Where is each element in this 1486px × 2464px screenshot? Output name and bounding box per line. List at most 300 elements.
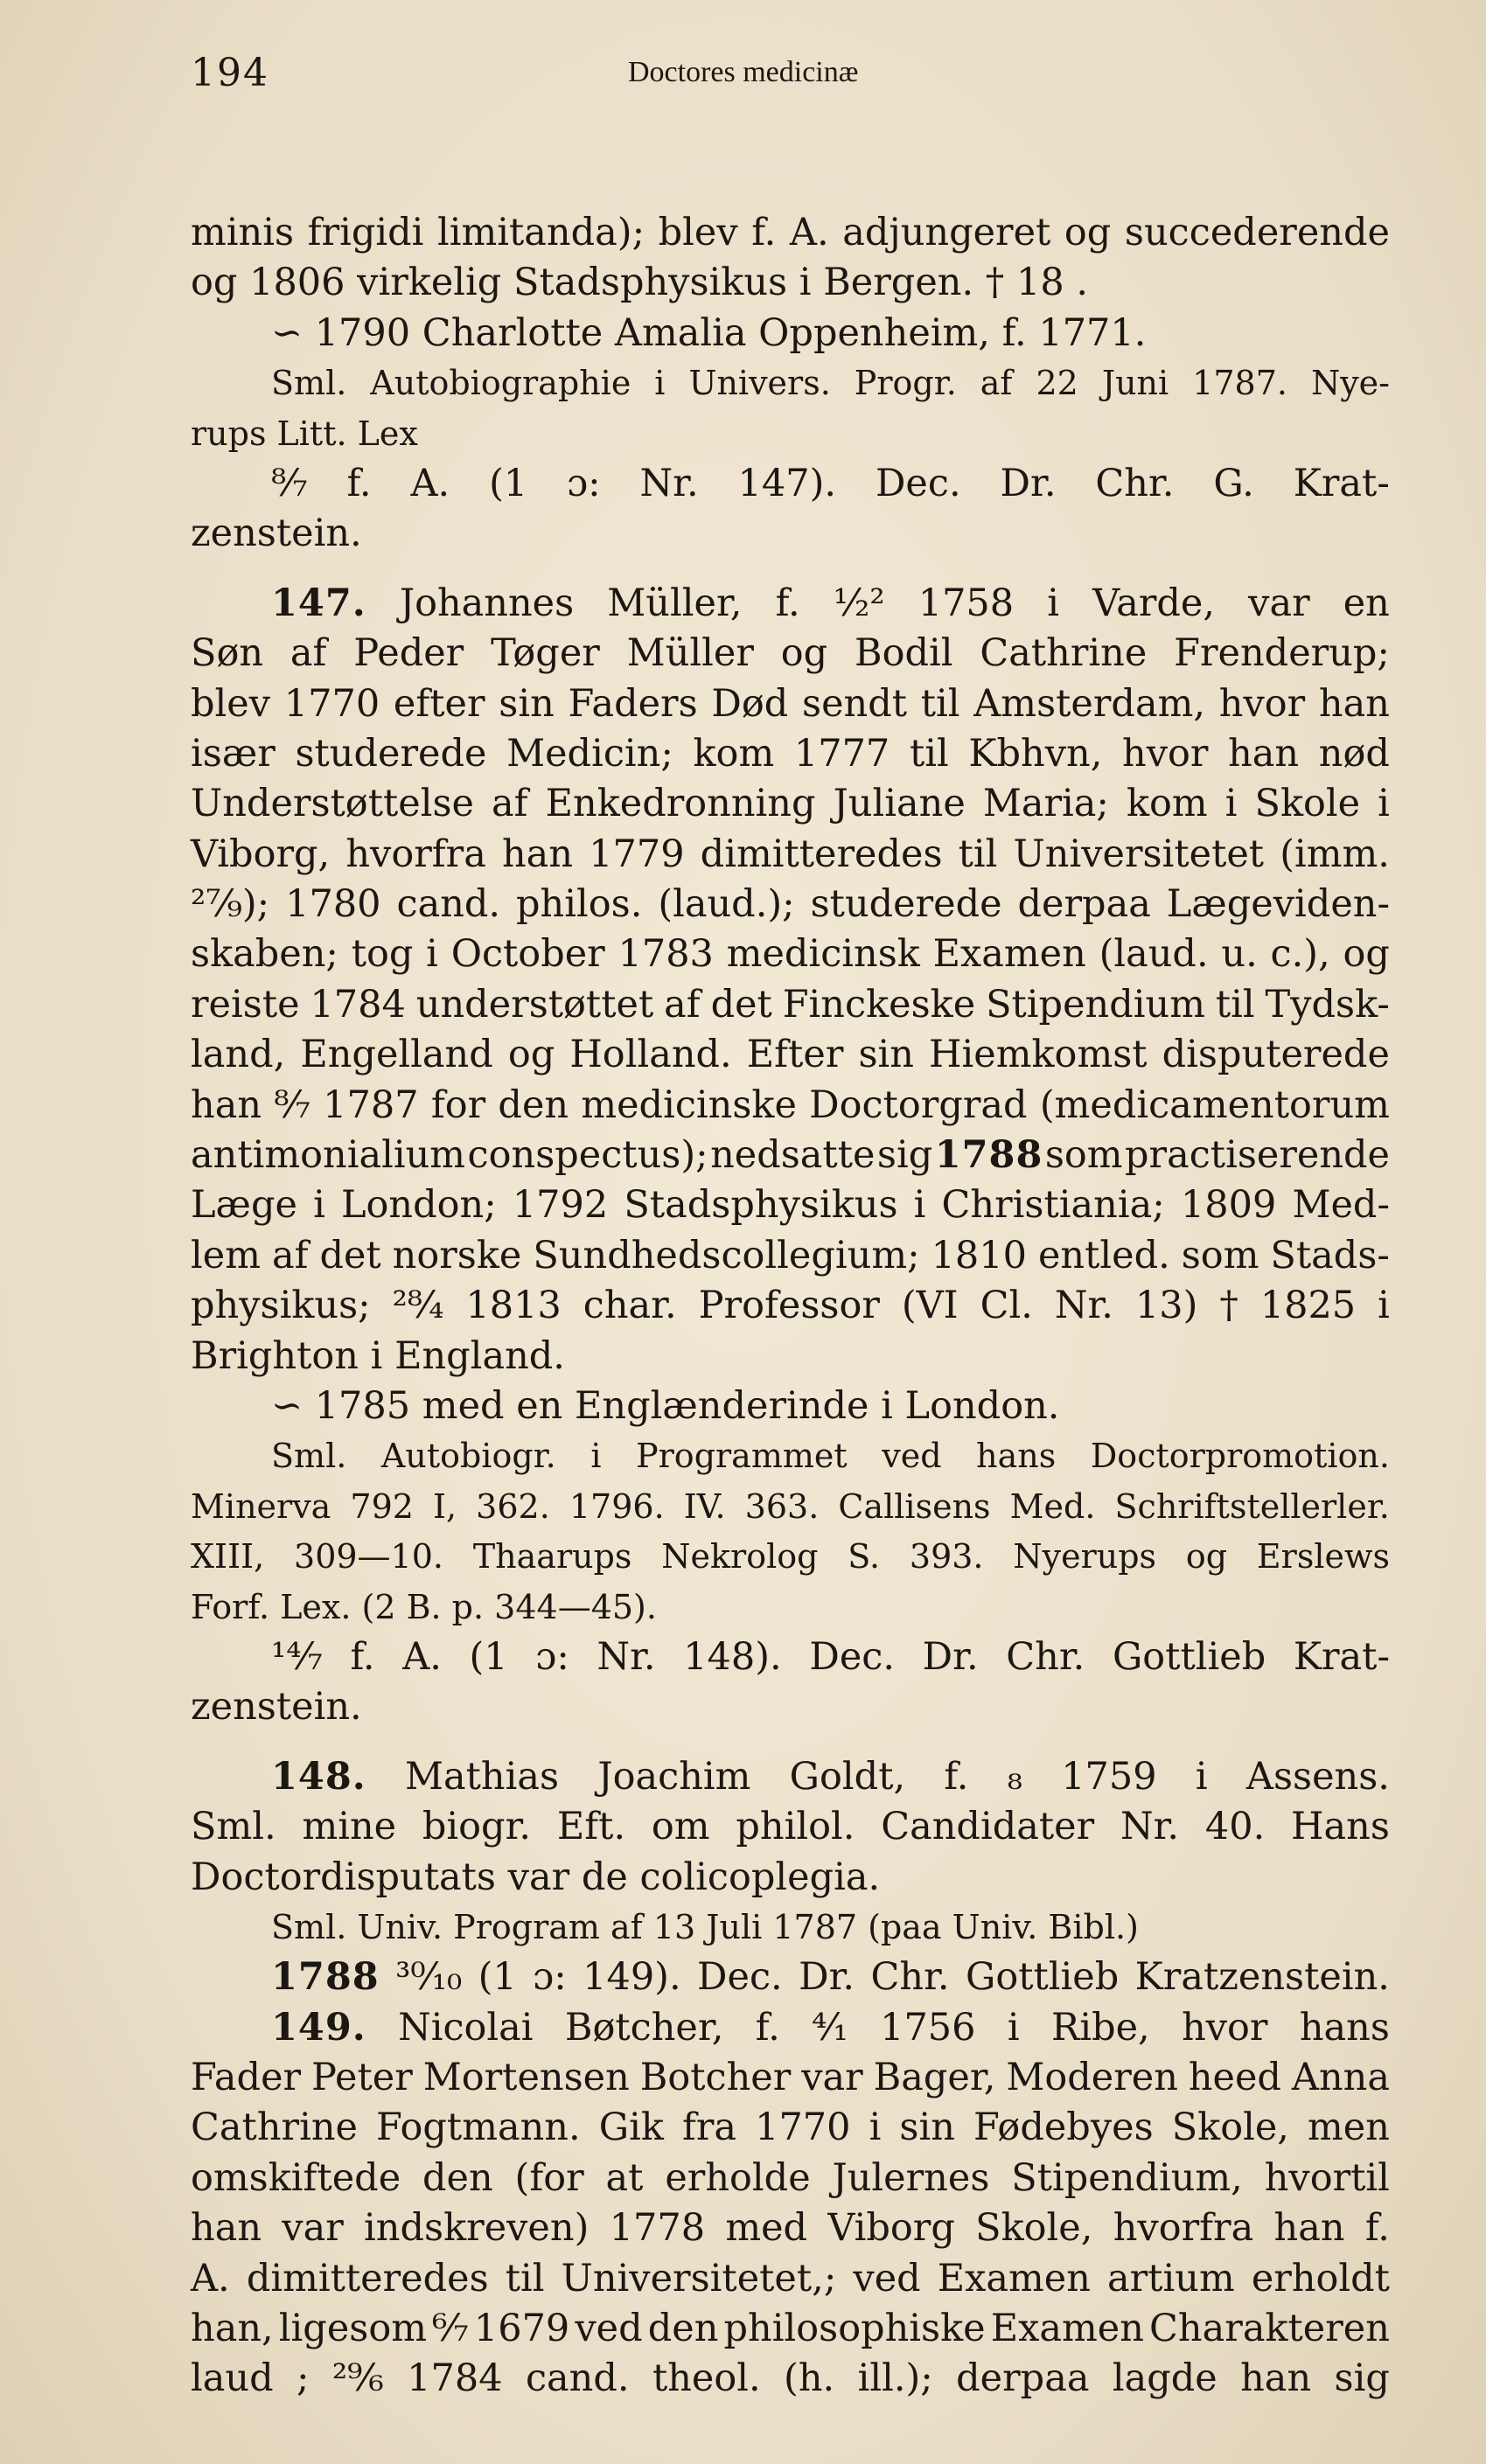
- word: Frenderup;: [1174, 631, 1390, 676]
- word: Examen: [932, 932, 1086, 977]
- text-line: Forf. Lex. (2 B. p. 344—45).: [191, 1587, 657, 1626]
- word: erholde: [665, 2155, 811, 2200]
- word: Chr.: [870, 1955, 950, 2000]
- word: Cathrine: [191, 2106, 358, 2150]
- word: Schriftstellerler.: [1114, 1486, 1390, 1526]
- word: men: [1308, 2106, 1390, 2150]
- word: Chr.: [1006, 1634, 1085, 1679]
- word: Skole,: [975, 2206, 1093, 2251]
- word: dimitteredes: [246, 2256, 489, 2300]
- word: Univers.: [688, 364, 831, 403]
- text-line: [191, 2304, 1390, 2354]
- word: Lægeviden-: [1166, 882, 1390, 927]
- word: Johannes: [399, 581, 575, 625]
- word: i: [313, 1183, 325, 1228]
- word: ved: [575, 2307, 643, 2351]
- word: 1813: [465, 1284, 562, 1328]
- word: ₈: [1007, 1754, 1022, 1799]
- text-line: [191, 2103, 1390, 2153]
- word: Joachim: [597, 1754, 751, 1799]
- word: Bodil: [854, 631, 953, 676]
- word: frigidi: [307, 211, 424, 254]
- word: i: [654, 364, 666, 403]
- text-line: Sml. Univ. Program af 13 Juli 1787 (paa Univ. Bibl.): [271, 1907, 1139, 1946]
- word: til: [920, 681, 960, 726]
- text-line: Doctordisputats var de colicoplegia.: [191, 1855, 881, 1899]
- word: 149.: [271, 2005, 366, 2050]
- word: Engelland: [300, 1033, 493, 1077]
- word: Skole,: [1171, 2106, 1289, 2150]
- text-line: [191, 2053, 1390, 2103]
- word: 1777: [793, 731, 890, 776]
- word: i: [426, 932, 438, 977]
- word: disputerede: [1162, 1033, 1390, 1077]
- word: f.: [346, 461, 372, 505]
- word: Kbhvn,: [968, 731, 1103, 776]
- word: char.: [583, 1284, 677, 1328]
- word: Tøger: [491, 631, 600, 676]
- word: lagde: [1112, 2356, 1217, 2401]
- word: medicinsk: [726, 932, 920, 977]
- word: derpaa: [1017, 882, 1151, 927]
- word: omskiftede: [191, 2155, 401, 2200]
- word: Nr.: [596, 1634, 656, 1679]
- word: det: [710, 982, 772, 1027]
- word: Nr.: [639, 461, 699, 505]
- word: Doctorgrad: [809, 1082, 1028, 1127]
- word: 1792: [512, 1183, 609, 1228]
- word: Fader: [191, 2056, 302, 2100]
- text-line: [191, 1482, 1390, 1532]
- word: Medicin;: [506, 731, 673, 776]
- word: ⁸⁄₇: [271, 461, 308, 505]
- word: 1788: [271, 1955, 380, 2000]
- text-line: [191, 1431, 1390, 1481]
- word: Tydsk-: [1265, 982, 1390, 1027]
- word: philosophiske: [723, 2307, 986, 2351]
- word: Gik: [598, 2106, 664, 2150]
- word: 1779: [589, 832, 685, 876]
- word: f.: [775, 581, 800, 625]
- word: 1770: [755, 2106, 851, 2150]
- text-line: [191, 880, 1390, 929]
- word: (laud.);: [658, 882, 795, 927]
- word: Nye-: [1310, 364, 1390, 403]
- word: XIII,: [191, 1537, 265, 1577]
- word: Varde,: [1092, 581, 1216, 625]
- word: antimonialium: [191, 1133, 466, 1178]
- word: (for: [514, 2155, 584, 2200]
- text-line: Brighton i England.: [191, 1333, 565, 1378]
- word: philol.: [736, 1805, 855, 1849]
- word: Ribe,: [1050, 2005, 1150, 2050]
- word: f.: [755, 2005, 780, 2050]
- word: ⁴⁄₁: [812, 2005, 848, 2050]
- word: Nyerups: [1013, 1537, 1157, 1577]
- word: f.: [1364, 2206, 1390, 2251]
- text-line: og 1806 virkelig Stadsphysikus i Bergen. † 18 .: [191, 261, 1089, 305]
- body-text: [191, 208, 1390, 2405]
- word: London;: [340, 1183, 497, 1228]
- word: Minerva: [191, 1486, 331, 1526]
- word: ɔ:: [567, 461, 601, 505]
- word: Enkedronning: [545, 782, 816, 826]
- word: 1825: [1259, 1284, 1357, 1328]
- word: Chr.: [1095, 461, 1175, 505]
- word: og: [780, 631, 828, 676]
- word: sig: [876, 1133, 933, 1178]
- word: understøttet: [415, 982, 654, 1027]
- word: i: [1378, 782, 1390, 826]
- word: ligesom: [278, 2307, 428, 2351]
- word: 309—10.: [294, 1537, 443, 1577]
- word: ¹⁄₂²: [833, 581, 885, 625]
- word: Goldt,: [789, 1754, 906, 1799]
- word: Viborg: [827, 2206, 955, 2251]
- word: Stadsphysikus: [624, 1183, 898, 1228]
- word: i: [590, 1437, 602, 1476]
- word: hvorfra: [1113, 2206, 1254, 2251]
- word: (h.: [784, 2356, 835, 2401]
- word: nedsatte: [710, 1133, 876, 1178]
- word: Stipendium: [986, 982, 1205, 1027]
- text-line: [191, 579, 1390, 629]
- word: 1778: [609, 2206, 706, 2251]
- word: Dec.: [697, 1955, 783, 2000]
- word: og: [1185, 1537, 1228, 1577]
- word: for: [430, 1082, 486, 1127]
- word: Nekrolog: [661, 1537, 819, 1577]
- word: entled.: [1037, 1233, 1170, 1277]
- word: han: [1240, 2356, 1312, 2401]
- word: lem: [191, 1233, 261, 1277]
- word: var: [801, 2056, 863, 2100]
- word: af: [290, 631, 327, 676]
- word: Cl.: [980, 1284, 1033, 1328]
- word: især: [191, 731, 276, 776]
- word: biogr.: [422, 1805, 532, 1849]
- word: derpaa: [956, 2356, 1090, 2401]
- word: en: [1343, 581, 1390, 625]
- word: Læge: [191, 1183, 297, 1228]
- text-line: [191, 208, 1390, 258]
- text-line: [191, 679, 1390, 729]
- word: Bøtcher,: [564, 2005, 724, 2050]
- word: han: [1318, 681, 1390, 726]
- word: Candidater: [881, 1805, 1095, 1849]
- word: A.: [402, 1634, 442, 1679]
- word: og: [1064, 211, 1112, 254]
- text-line: [191, 2254, 1390, 2304]
- word: ⁸⁄₇: [274, 1082, 310, 1127]
- word: hvortil: [1264, 2155, 1390, 2200]
- word: Efter: [746, 1033, 844, 1077]
- word: (VI: [901, 1284, 959, 1328]
- word: I,: [433, 1486, 457, 1526]
- word: Botcher: [639, 2056, 792, 2100]
- word: A.: [789, 211, 829, 254]
- word: i: [1378, 1284, 1390, 1328]
- word: Krat-: [1293, 1634, 1390, 1679]
- word: Mathias: [404, 1754, 560, 1799]
- word: 1780: [285, 882, 381, 927]
- text-line: [191, 1532, 1390, 1582]
- word: Dr.: [922, 1634, 979, 1679]
- word: Gottlieb: [965, 1955, 1120, 2000]
- word: S.: [848, 1537, 881, 1577]
- word: October: [450, 932, 605, 977]
- text-line: [191, 1752, 1390, 1802]
- word: af: [271, 1233, 309, 1277]
- word: studerede: [810, 882, 1002, 927]
- word: Stipendium,: [1011, 2155, 1243, 2200]
- word: i: [1195, 1754, 1208, 1799]
- word: kom: [693, 731, 775, 776]
- word: og: [507, 1033, 555, 1077]
- word: Bager,: [873, 2056, 996, 2100]
- word: det: [319, 1233, 381, 1277]
- word: f.: [751, 211, 777, 254]
- word: ɔ:: [535, 1634, 569, 1679]
- word: at: [605, 2155, 644, 2200]
- word: 1810: [931, 1233, 1027, 1277]
- word: ¹⁴⁄₇: [271, 1634, 323, 1679]
- word: Dr.: [1000, 461, 1057, 505]
- text-line: [191, 1632, 1390, 1682]
- word: med: [725, 2206, 808, 2251]
- word: (imm.: [1280, 832, 1390, 876]
- word: 149).: [583, 1955, 681, 2000]
- word: Dec.: [809, 1634, 896, 1679]
- word: han: [501, 832, 574, 876]
- word: Kratzenstein.: [1134, 1955, 1390, 2000]
- word: physikus;: [191, 1284, 371, 1328]
- word: Juliane: [833, 782, 966, 826]
- word: Peter: [311, 2056, 413, 2100]
- word: 792: [350, 1486, 414, 1526]
- word: cand.: [525, 2356, 630, 2401]
- word: til: [505, 2256, 545, 2300]
- text-line: [191, 2003, 1390, 2053]
- word: norske: [392, 1233, 522, 1277]
- word: Eft.: [556, 1805, 626, 1849]
- word: studerede: [295, 731, 487, 776]
- word: ²⁸⁄₄: [392, 1284, 444, 1328]
- word: til: [958, 832, 998, 876]
- running-head: Doctores medicinæ: [628, 56, 859, 88]
- word: fra: [681, 2106, 737, 2150]
- text-line: ∽ 1785 med en Englænderinde i London.: [271, 1383, 1060, 1428]
- word: 13): [1134, 1284, 1198, 1328]
- text-line: [191, 929, 1390, 979]
- word: Viborg,: [191, 832, 331, 876]
- word: om: [651, 1805, 710, 1849]
- word: (laud.: [1099, 932, 1209, 977]
- word: Autobiogr.: [380, 1437, 556, 1476]
- text-line: [191, 1281, 1390, 1331]
- word: Nr.: [1120, 1805, 1180, 1849]
- word: Moderen: [1006, 2056, 1178, 2100]
- text-line: [191, 1802, 1390, 1852]
- word: Sml.: [271, 364, 347, 403]
- word: (1: [478, 1955, 517, 2000]
- page-header: [191, 51, 1390, 114]
- word: ³⁰⁄₁₀: [395, 1955, 463, 2000]
- word: 1784: [310, 982, 406, 1027]
- word: Thaarups: [472, 1537, 632, 1577]
- word: 1756: [880, 2005, 976, 2050]
- word: u.: [1221, 932, 1258, 977]
- word: (1: [469, 1634, 508, 1679]
- word: 1787.: [1192, 364, 1287, 403]
- word: hvorfra: [345, 832, 486, 876]
- text-line: rups Litt. Lex: [191, 414, 418, 453]
- word: ɔ:: [533, 1955, 567, 2000]
- text-line: [191, 1180, 1390, 1230]
- word: af: [492, 782, 528, 826]
- word: Müller,: [607, 581, 743, 625]
- word: Understøttelse: [191, 782, 474, 826]
- word: ;: [296, 2356, 310, 2401]
- word: sendt: [802, 681, 908, 726]
- word: ill.);: [857, 2356, 933, 2401]
- word: laud: [191, 2356, 274, 2401]
- word: Progr.: [854, 364, 957, 403]
- text-line: ∽ 1790 Charlotte Amalia Oppenheim, f. 1771.: [271, 310, 1147, 355]
- word: Hiemkomst: [929, 1033, 1148, 1077]
- word: Stads-: [1270, 1233, 1390, 1277]
- word: blev: [658, 211, 738, 254]
- word: sin: [499, 681, 555, 726]
- word: Universitetet: [1013, 832, 1265, 876]
- word: Med.: [1009, 1486, 1096, 1526]
- word: nød: [1318, 731, 1390, 776]
- text-line: zenstein.: [191, 512, 362, 556]
- word: Med-: [1292, 1183, 1390, 1228]
- text-line: [191, 2203, 1390, 2253]
- word: som: [1044, 1133, 1123, 1178]
- word: dimitteredes: [700, 832, 943, 876]
- word: c.),: [1270, 932, 1330, 977]
- paragraph-gap: [191, 560, 1390, 579]
- word: reiste: [191, 982, 300, 1027]
- word: limitanda);: [436, 211, 645, 254]
- text-line: zenstein.: [191, 1685, 362, 1730]
- word: Juni: [1101, 364, 1169, 403]
- word: medicinske: [581, 1082, 797, 1127]
- word: ⁶⁄₇: [432, 2307, 469, 2351]
- word: G.: [1213, 461, 1254, 505]
- word: †: [1219, 1284, 1238, 1328]
- word: Nicolai: [398, 2005, 534, 2050]
- text-line: [191, 2154, 1390, 2203]
- word: adjungeret: [842, 211, 1051, 254]
- word: 40.: [1204, 1805, 1266, 1849]
- word: Examen: [937, 2256, 1091, 2300]
- paragraph-gap: [191, 1733, 1390, 1752]
- word: 1758: [917, 581, 1015, 625]
- word: land,: [191, 1033, 286, 1077]
- word: til: [909, 731, 949, 776]
- word: Examen: [990, 2307, 1144, 2351]
- word: skaben;: [191, 932, 338, 977]
- word: Amsterdam,: [973, 681, 1206, 726]
- word: 148).: [683, 1634, 782, 1679]
- word: Mortensen: [422, 2056, 630, 2100]
- word: Christiania;: [941, 1183, 1165, 1228]
- word: Hans: [1291, 1805, 1390, 1849]
- text-line: [191, 1231, 1390, 1281]
- word: han,: [191, 2307, 274, 2351]
- word: Sundhedscollegium;: [533, 1233, 920, 1277]
- word: Dec.: [875, 461, 961, 505]
- text-line: [191, 1030, 1390, 1080]
- word: han: [1228, 731, 1300, 776]
- word: ²⁷⁄₉);: [191, 882, 270, 927]
- word: 147.: [271, 581, 366, 625]
- text-line: [191, 1081, 1390, 1131]
- word: hvor: [1218, 681, 1306, 726]
- word: den: [647, 2307, 719, 2351]
- word: cand.: [396, 882, 501, 927]
- word: Søn: [191, 631, 264, 676]
- word: 1787: [323, 1082, 419, 1127]
- word: 1784: [407, 2356, 503, 2401]
- word: Holland.: [569, 1033, 732, 1077]
- word: af: [980, 364, 1013, 403]
- word: hans: [976, 1437, 1057, 1476]
- word: heed: [1188, 2056, 1281, 2100]
- text-line: [191, 358, 1390, 408]
- word: til: [1215, 982, 1255, 1027]
- word: i: [1047, 581, 1060, 625]
- word: Doctorpromotion.: [1090, 1437, 1390, 1476]
- text-line: [191, 729, 1390, 779]
- word: Cathrine: [980, 631, 1148, 676]
- word: A.: [191, 2256, 230, 2300]
- word: 363.: [744, 1486, 820, 1526]
- word: efter: [393, 681, 485, 726]
- text-line: [191, 2354, 1390, 2404]
- word: Erslews: [1256, 1537, 1390, 1577]
- word: han: [191, 2206, 262, 2251]
- word: var: [282, 2206, 344, 2251]
- word: 148.: [271, 1754, 366, 1799]
- word: (medicamentorum: [1039, 1082, 1390, 1127]
- text-line: [191, 629, 1390, 679]
- word: 147).: [737, 461, 837, 505]
- word: Maria;: [982, 782, 1109, 826]
- word: 1796.: [569, 1486, 665, 1526]
- word: practiserende: [1124, 1133, 1390, 1178]
- word: minis: [191, 211, 295, 254]
- word: Peder: [353, 631, 464, 676]
- word: hans: [1299, 2005, 1390, 2050]
- word: Assens.: [1245, 1754, 1390, 1799]
- word: som: [1181, 1233, 1259, 1277]
- word: 1679: [473, 2307, 570, 2351]
- word: Død: [711, 681, 789, 726]
- word: Fødebyes: [973, 2106, 1154, 2150]
- word: han: [1273, 2206, 1345, 2251]
- word: Dr.: [799, 1955, 855, 2000]
- word: Callisens: [838, 1486, 991, 1526]
- word: Julernes: [832, 2155, 990, 2200]
- word: indskreven): [364, 2206, 590, 2251]
- word: af: [664, 982, 701, 1027]
- word: hvor: [1122, 731, 1209, 776]
- text-line: [191, 459, 1390, 509]
